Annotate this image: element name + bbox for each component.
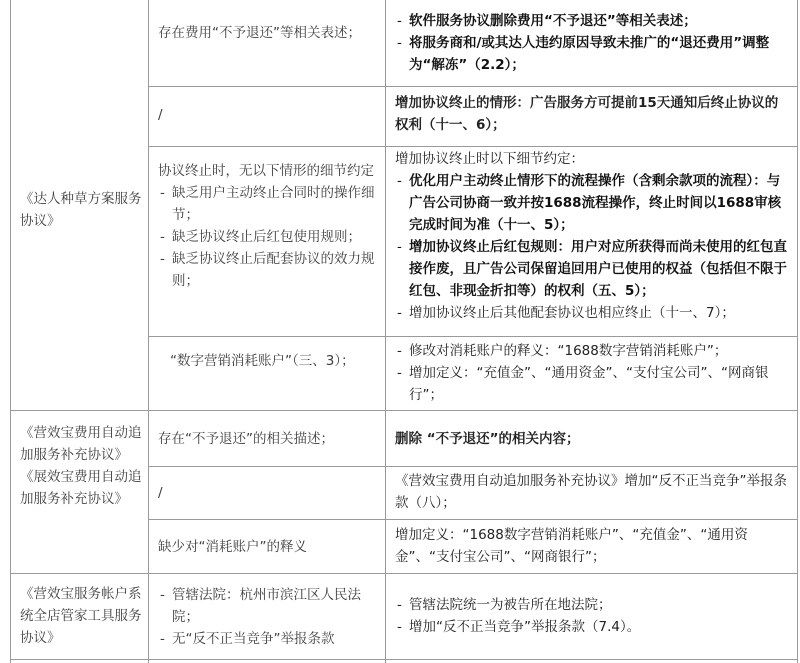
row-divider bbox=[148, 336, 797, 337]
group-label: 《营效宝服务帐户系统全店管家工具服务协议》 bbox=[20, 586, 142, 646]
row-divider bbox=[10, 573, 797, 574]
group-label: 《营效宝费用自动追加服务补充协议》 《展效宝费用自动追加服务补充协议》 bbox=[20, 425, 142, 507]
revision-text: 增加协议终止的情形：广告服务方可提前15天通知后终止协议的权利（十一、6）； bbox=[395, 95, 779, 133]
group-label: 《达人种草方案服务协议》 bbox=[20, 191, 142, 229]
list-item: - 增加协议终止后其他配套协议也相应终止（十一、7）； bbox=[395, 302, 790, 324]
column-divider-1 bbox=[148, 0, 149, 663]
list-item: - 缺乏协议终止后配套协议的效力规则； bbox=[158, 248, 376, 292]
row-divider bbox=[148, 466, 797, 467]
original-clause: 存在费用“不予退还”等相关表述； bbox=[158, 25, 361, 41]
column-divider-2 bbox=[385, 0, 386, 663]
revision-list bbox=[395, 340, 790, 406]
original-clause bbox=[158, 584, 376, 650]
table-border-right bbox=[797, 0, 798, 663]
row-divider bbox=[148, 86, 797, 87]
table-border-left bbox=[10, 0, 11, 663]
revision-text: 《营效宝费用自动追加服务补充协议》增加“反不正当竞争”举报条款（八）； bbox=[395, 473, 787, 511]
original-clause: 缺少对“消耗账户”的释义 bbox=[158, 539, 307, 555]
list-item: - 管辖法院统一为被告所在地法院； bbox=[395, 594, 790, 616]
original-clause: / bbox=[158, 107, 163, 123]
list-item: - 缺乏协议终止后红包使用规则； bbox=[158, 226, 376, 248]
table-border-bottom bbox=[10, 659, 797, 660]
revision-list bbox=[395, 594, 790, 638]
original-clause: / bbox=[158, 485, 163, 501]
list-item: - 将服务商和/或其达人违约原因导致未推广的“退还费用”调整为“解冻”（2.2）； bbox=[395, 32, 790, 76]
row-divider bbox=[10, 410, 797, 411]
list-item: - 缺乏用户主动终止合同时的操作细节； bbox=[158, 182, 376, 226]
original-clause: “数字营销消耗账户”（三、3）； bbox=[170, 353, 355, 369]
list-item: - 优化用户主动终止情形下的流程操作（含剩余款项的流程）：与广告公司协商一致并按1688流程操作，终止时间以1688审核完成时间为准（十一、5）； bbox=[395, 170, 790, 236]
original-clause: 存在“不予退还”的相关描述； bbox=[158, 431, 334, 447]
list-item: - 增加“反不正当竞争”举报条款（7.4）。 bbox=[395, 616, 790, 638]
list-item: - 管辖法院：杭州市滨江区人民法院； bbox=[158, 584, 376, 628]
revision-list bbox=[395, 148, 790, 324]
revision-intro: 增加协议终止时以下细节约定： bbox=[395, 151, 584, 167]
revision-list bbox=[395, 10, 790, 76]
list-item: - 无“反不正当竞争”举报条款 bbox=[158, 628, 376, 650]
row-divider bbox=[148, 519, 797, 520]
list-item: - 增加协议终止后红包规则：用户对应所获得而尚未使用的红包直接作废，且广告公司保留追回用户已使用的权益（包括但不限于红包、非现金折扣等）的权利（五、5）； bbox=[395, 236, 790, 302]
list-item: - 软件服务协议删除费用“不予退还”等相关表述； bbox=[395, 10, 790, 32]
clause-intro: 协议终止时，无以下情形的细节约定 bbox=[158, 163, 374, 179]
revision-text: 增加定义：“1688数字营销消耗账户”、“充值金”、“通用资金”、“支付宝公司”、“网商银行”； bbox=[395, 527, 748, 565]
list-item: - 增加定义：“充值金”、“通用资金”、“支付宝公司”、“网商银行”； bbox=[395, 362, 790, 406]
row-divider bbox=[148, 146, 797, 147]
list-item: - 修改对消耗账户的释义：“1688数字营销消耗账户”； bbox=[395, 340, 790, 362]
revision-text: 删除 “不予退还”的相关内容； bbox=[395, 431, 580, 447]
original-clause bbox=[158, 160, 376, 292]
